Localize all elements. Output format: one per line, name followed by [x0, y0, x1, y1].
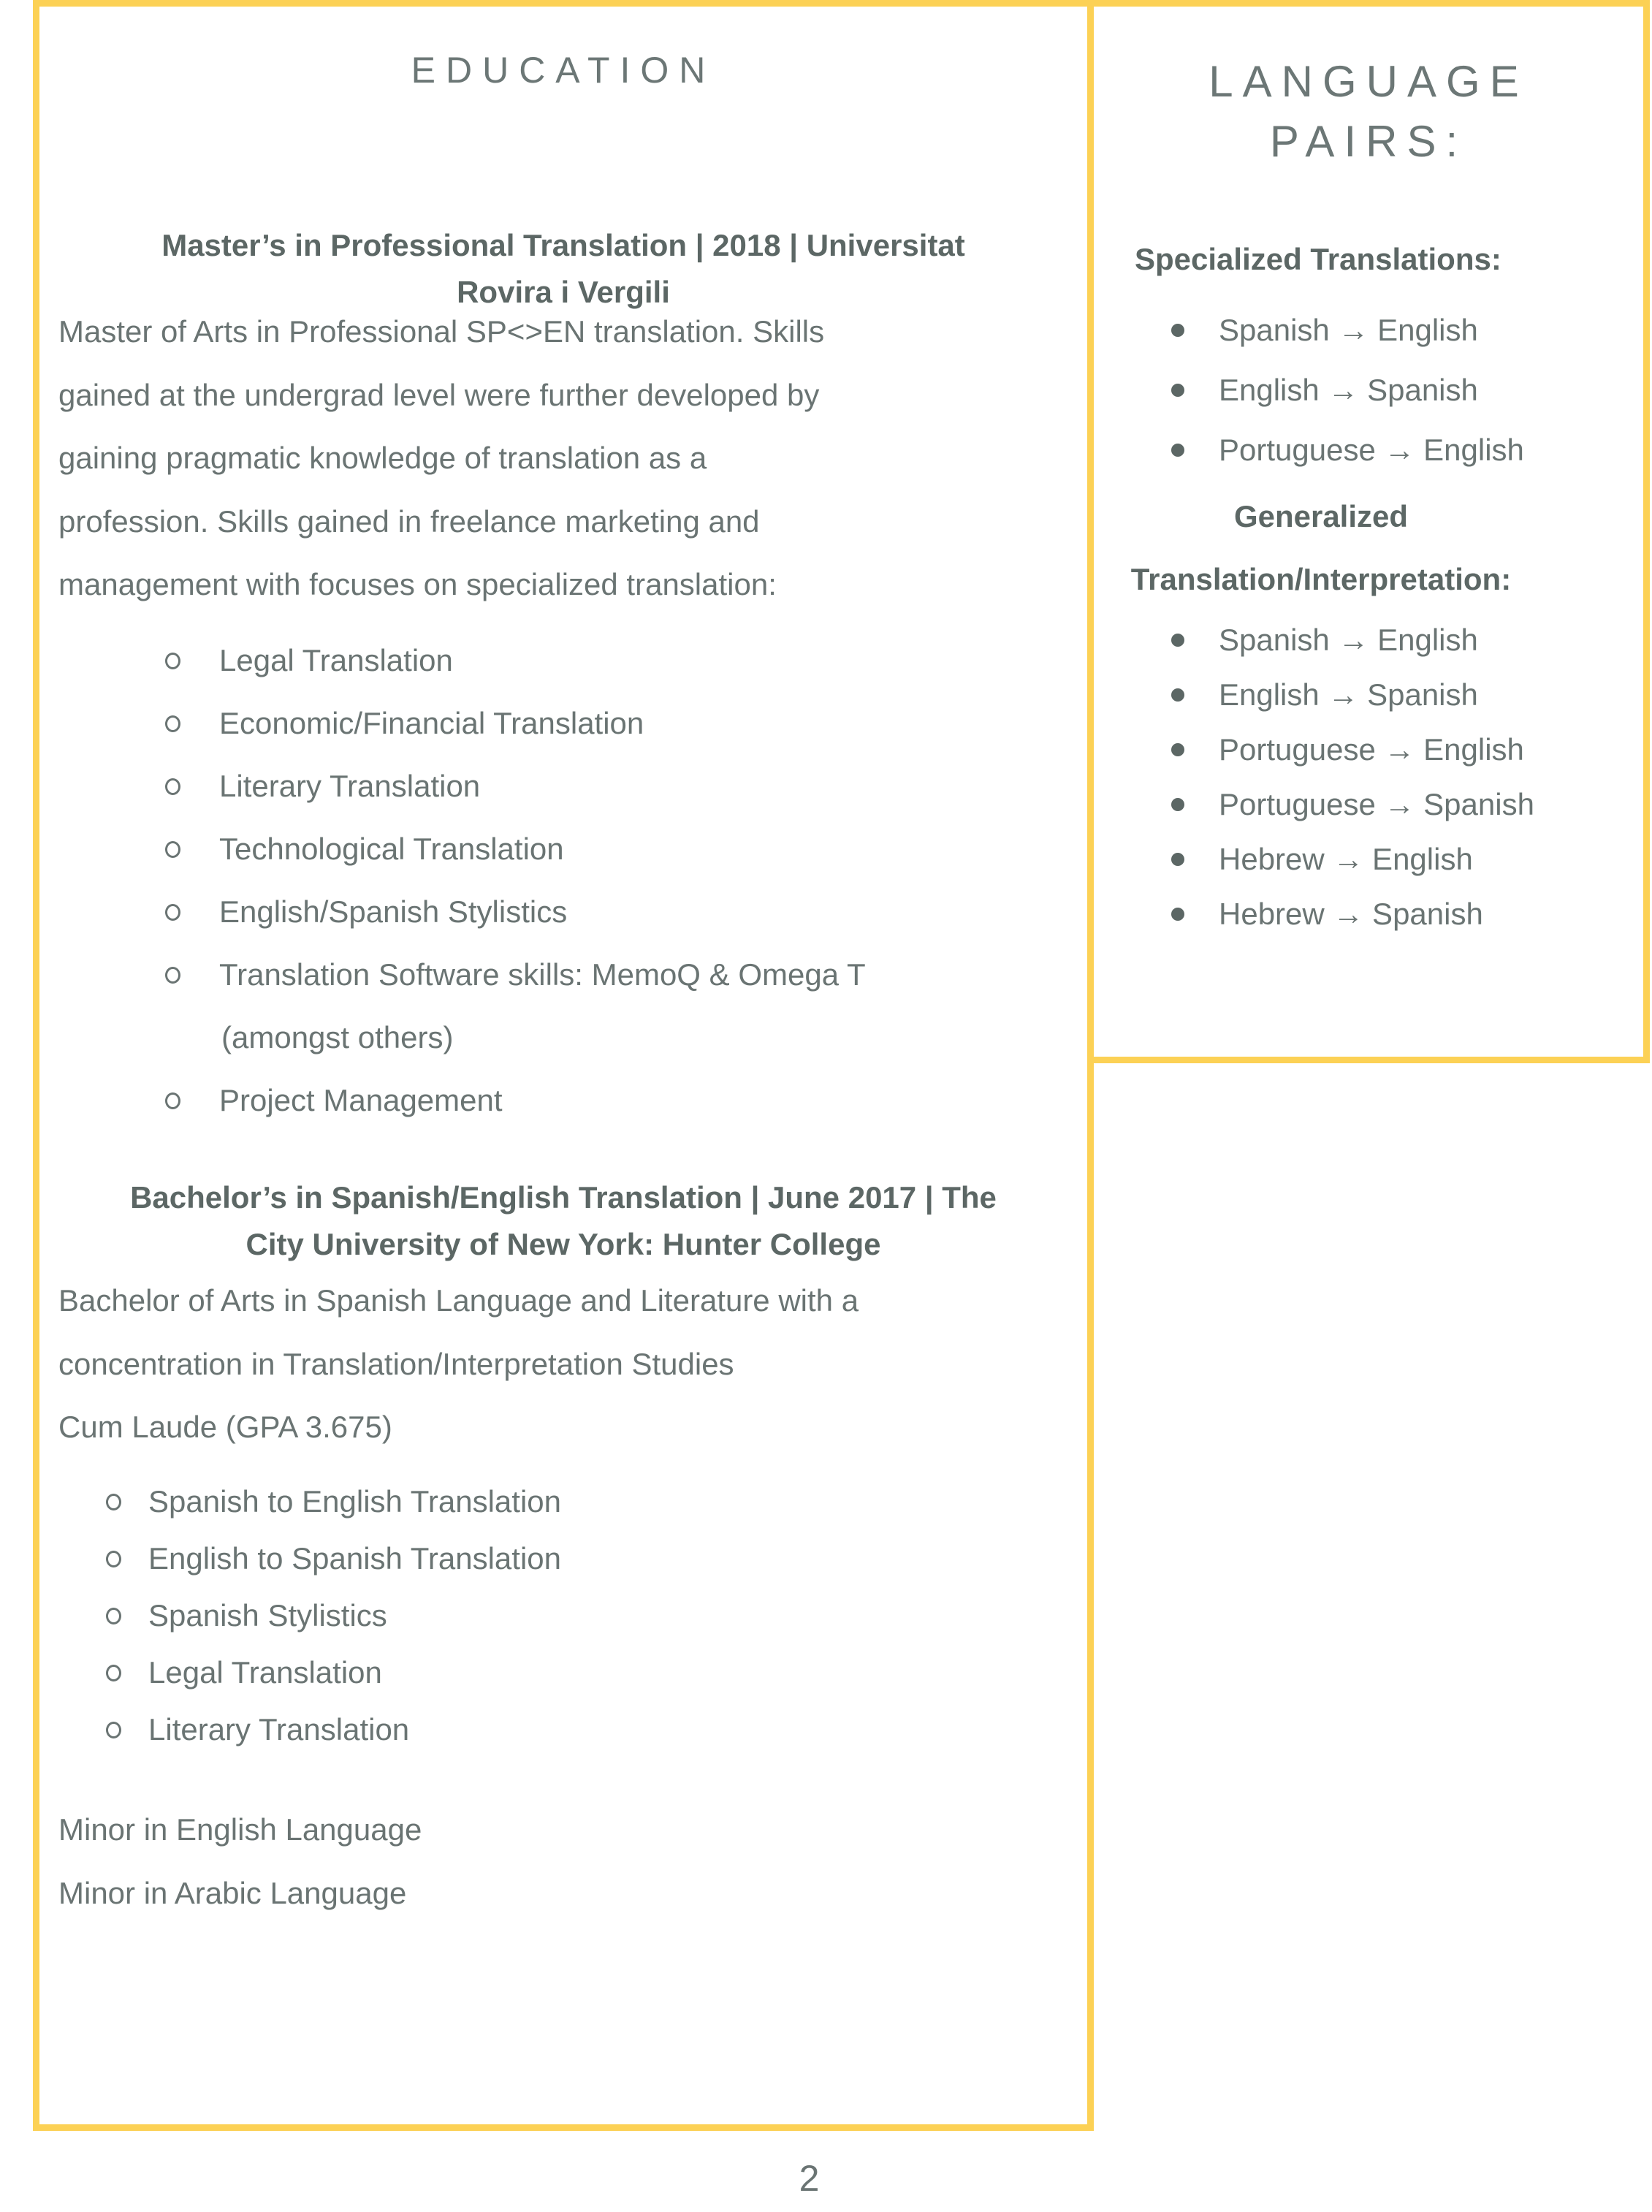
course-label: Spanish Stylistics: [148, 1598, 387, 1633]
course-label: Project Management: [219, 1083, 503, 1117]
language-pairs-section: [1087, 0, 1650, 1063]
generalized-heading-line-1: Generalized: [1233, 499, 1409, 533]
generalized-translation-heading: [1094, 485, 1643, 611]
list-item: [39, 818, 1087, 881]
circle-bullet-icon: [106, 1722, 121, 1738]
course-note: (amongst others): [221, 1020, 454, 1054]
language-pair: Portuguese → English: [1219, 433, 1524, 467]
masters-description-line: profession. Skills gained in freelance marketing and: [58, 503, 760, 539]
masters-description-line: Master of Arts in Professional SP<>EN translation. Skills: [58, 314, 825, 349]
dot-bullet-icon: [1171, 324, 1184, 337]
bachelors-description-line: concentration in Translation/Interpretation Studies: [58, 1346, 734, 1381]
list-item: [39, 1069, 1087, 1132]
bachelors-description-line: Bachelor of Arts in Spanish Language and Literature with a: [58, 1283, 859, 1318]
list-item: [39, 1701, 1087, 1758]
list-item: [39, 1644, 1087, 1701]
circle-bullet-icon: [165, 653, 180, 669]
circle-bullet-icon: [106, 1494, 121, 1510]
circle-bullet-icon: [106, 1551, 121, 1567]
circle-bullet-icon: [165, 967, 180, 984]
list-item: [1094, 667, 1643, 722]
dot-bullet-icon: [1171, 384, 1184, 397]
masters-heading-line-2: Rovira i Vergili: [457, 275, 670, 309]
language-pair: Portuguese → English: [1219, 731, 1524, 767]
circle-bullet-icon: [165, 904, 180, 921]
dot-bullet-icon: [1171, 688, 1184, 702]
language-pair: English → Spanish: [1219, 677, 1478, 712]
education-section: [33, 0, 1094, 2131]
minor-line: Minor in Arabic Language: [58, 1875, 407, 1910]
course-label: Spanish to English Translation: [148, 1484, 562, 1519]
list-item: [39, 629, 1087, 692]
list-item: [39, 755, 1087, 818]
list-item: [39, 1530, 1087, 1587]
dot-bullet-icon: [1171, 798, 1184, 811]
specialized-translations-heading: Specialized Translations:: [1135, 242, 1501, 276]
list-item: [39, 1473, 1087, 1530]
bachelors-heading-line-1: Bachelor’s in Spanish/English Translation | June 2017 | The: [130, 1180, 997, 1215]
education-title: EDUCATION: [411, 50, 716, 91]
course-row: [39, 943, 1087, 1006]
language-pairs-title-line-1: LANGUAGE: [1208, 57, 1529, 106]
course-label: Legal Translation: [148, 1655, 382, 1690]
course-label: Legal Translation: [219, 643, 453, 677]
list-item: [39, 943, 1087, 1069]
minor-line: Minor in English Language: [58, 1812, 422, 1847]
bachelors-course-list: [39, 1473, 1087, 1758]
generalized-pairs-list: [1094, 612, 1643, 941]
masters-description: [39, 300, 1087, 617]
dot-bullet-icon: [1171, 908, 1184, 921]
generalized-heading-line-2: Translation/Interpretation:: [1130, 562, 1512, 596]
language-pair: English → Spanish: [1219, 373, 1478, 407]
minors-block: [39, 1798, 1087, 1925]
course-label: Economic/Financial Translation: [219, 706, 644, 740]
course-continuation-row: [39, 1006, 1087, 1069]
list-item: [1094, 832, 1643, 886]
course-label: English/Spanish Stylistics: [219, 894, 568, 929]
circle-bullet-icon: [165, 778, 180, 795]
list-item: [1094, 300, 1643, 360]
masters-description-line: gained at the undergrad level were further developed by: [58, 377, 820, 412]
dot-bullet-icon: [1171, 444, 1184, 457]
list-item: [39, 1587, 1087, 1644]
circle-bullet-icon: [165, 841, 180, 858]
specialized-pairs-list: [1094, 300, 1643, 480]
circle-bullet-icon: [106, 1665, 121, 1681]
dot-bullet-icon: [1171, 634, 1184, 647]
course-label: Literary Translation: [148, 1712, 410, 1747]
list-item: [39, 692, 1087, 755]
course-label: Translation Software skills: MemoQ & Omega T: [219, 957, 866, 992]
language-pairs-title: [1094, 52, 1643, 172]
dot-bullet-icon: [1171, 853, 1184, 866]
list-item: [1094, 777, 1643, 832]
list-item: [1094, 886, 1643, 941]
bachelors-description: [39, 1269, 1087, 1459]
language-pair: Spanish → English: [1219, 622, 1478, 657]
masters-description-line: gaining pragmatic knowledge of translation as a: [58, 441, 707, 475]
bachelors-heading-line-2: City University of New York: Hunter College: [245, 1227, 881, 1261]
circle-bullet-icon: [165, 1092, 180, 1109]
list-item: [1094, 420, 1643, 480]
circle-bullet-icon: [106, 1608, 121, 1624]
course-label: Literary Translation: [219, 769, 481, 803]
language-pairs-title-line-2: PAIRS:: [1269, 117, 1468, 166]
list-item: [1094, 612, 1643, 667]
language-pair: Portuguese → Spanish: [1219, 786, 1534, 821]
bachelors-description-line: Cum Laude (GPA 3.675): [58, 1410, 392, 1444]
list-item: [39, 881, 1087, 943]
page-number: 2: [799, 2158, 820, 2199]
masters-course-list: [39, 629, 1087, 1132]
list-item: [1094, 722, 1643, 777]
language-pair: Hebrew → Spanish: [1219, 896, 1483, 931]
language-pair: Spanish → English: [1219, 313, 1478, 347]
language-pair: Hebrew → English: [1219, 841, 1473, 876]
masters-description-line: management with focuses on specialized translation:: [58, 567, 777, 601]
circle-bullet-icon: [165, 715, 180, 732]
bachelors-degree-heading: [39, 1174, 1087, 1268]
masters-heading-line-1: Master’s in Professional Translation | 2018 | Universitat: [161, 228, 965, 262]
dot-bullet-icon: [1171, 743, 1184, 756]
course-label: English to Spanish Translation: [148, 1541, 562, 1576]
list-item: [1094, 360, 1643, 420]
course-label: Technological Translation: [219, 832, 564, 866]
